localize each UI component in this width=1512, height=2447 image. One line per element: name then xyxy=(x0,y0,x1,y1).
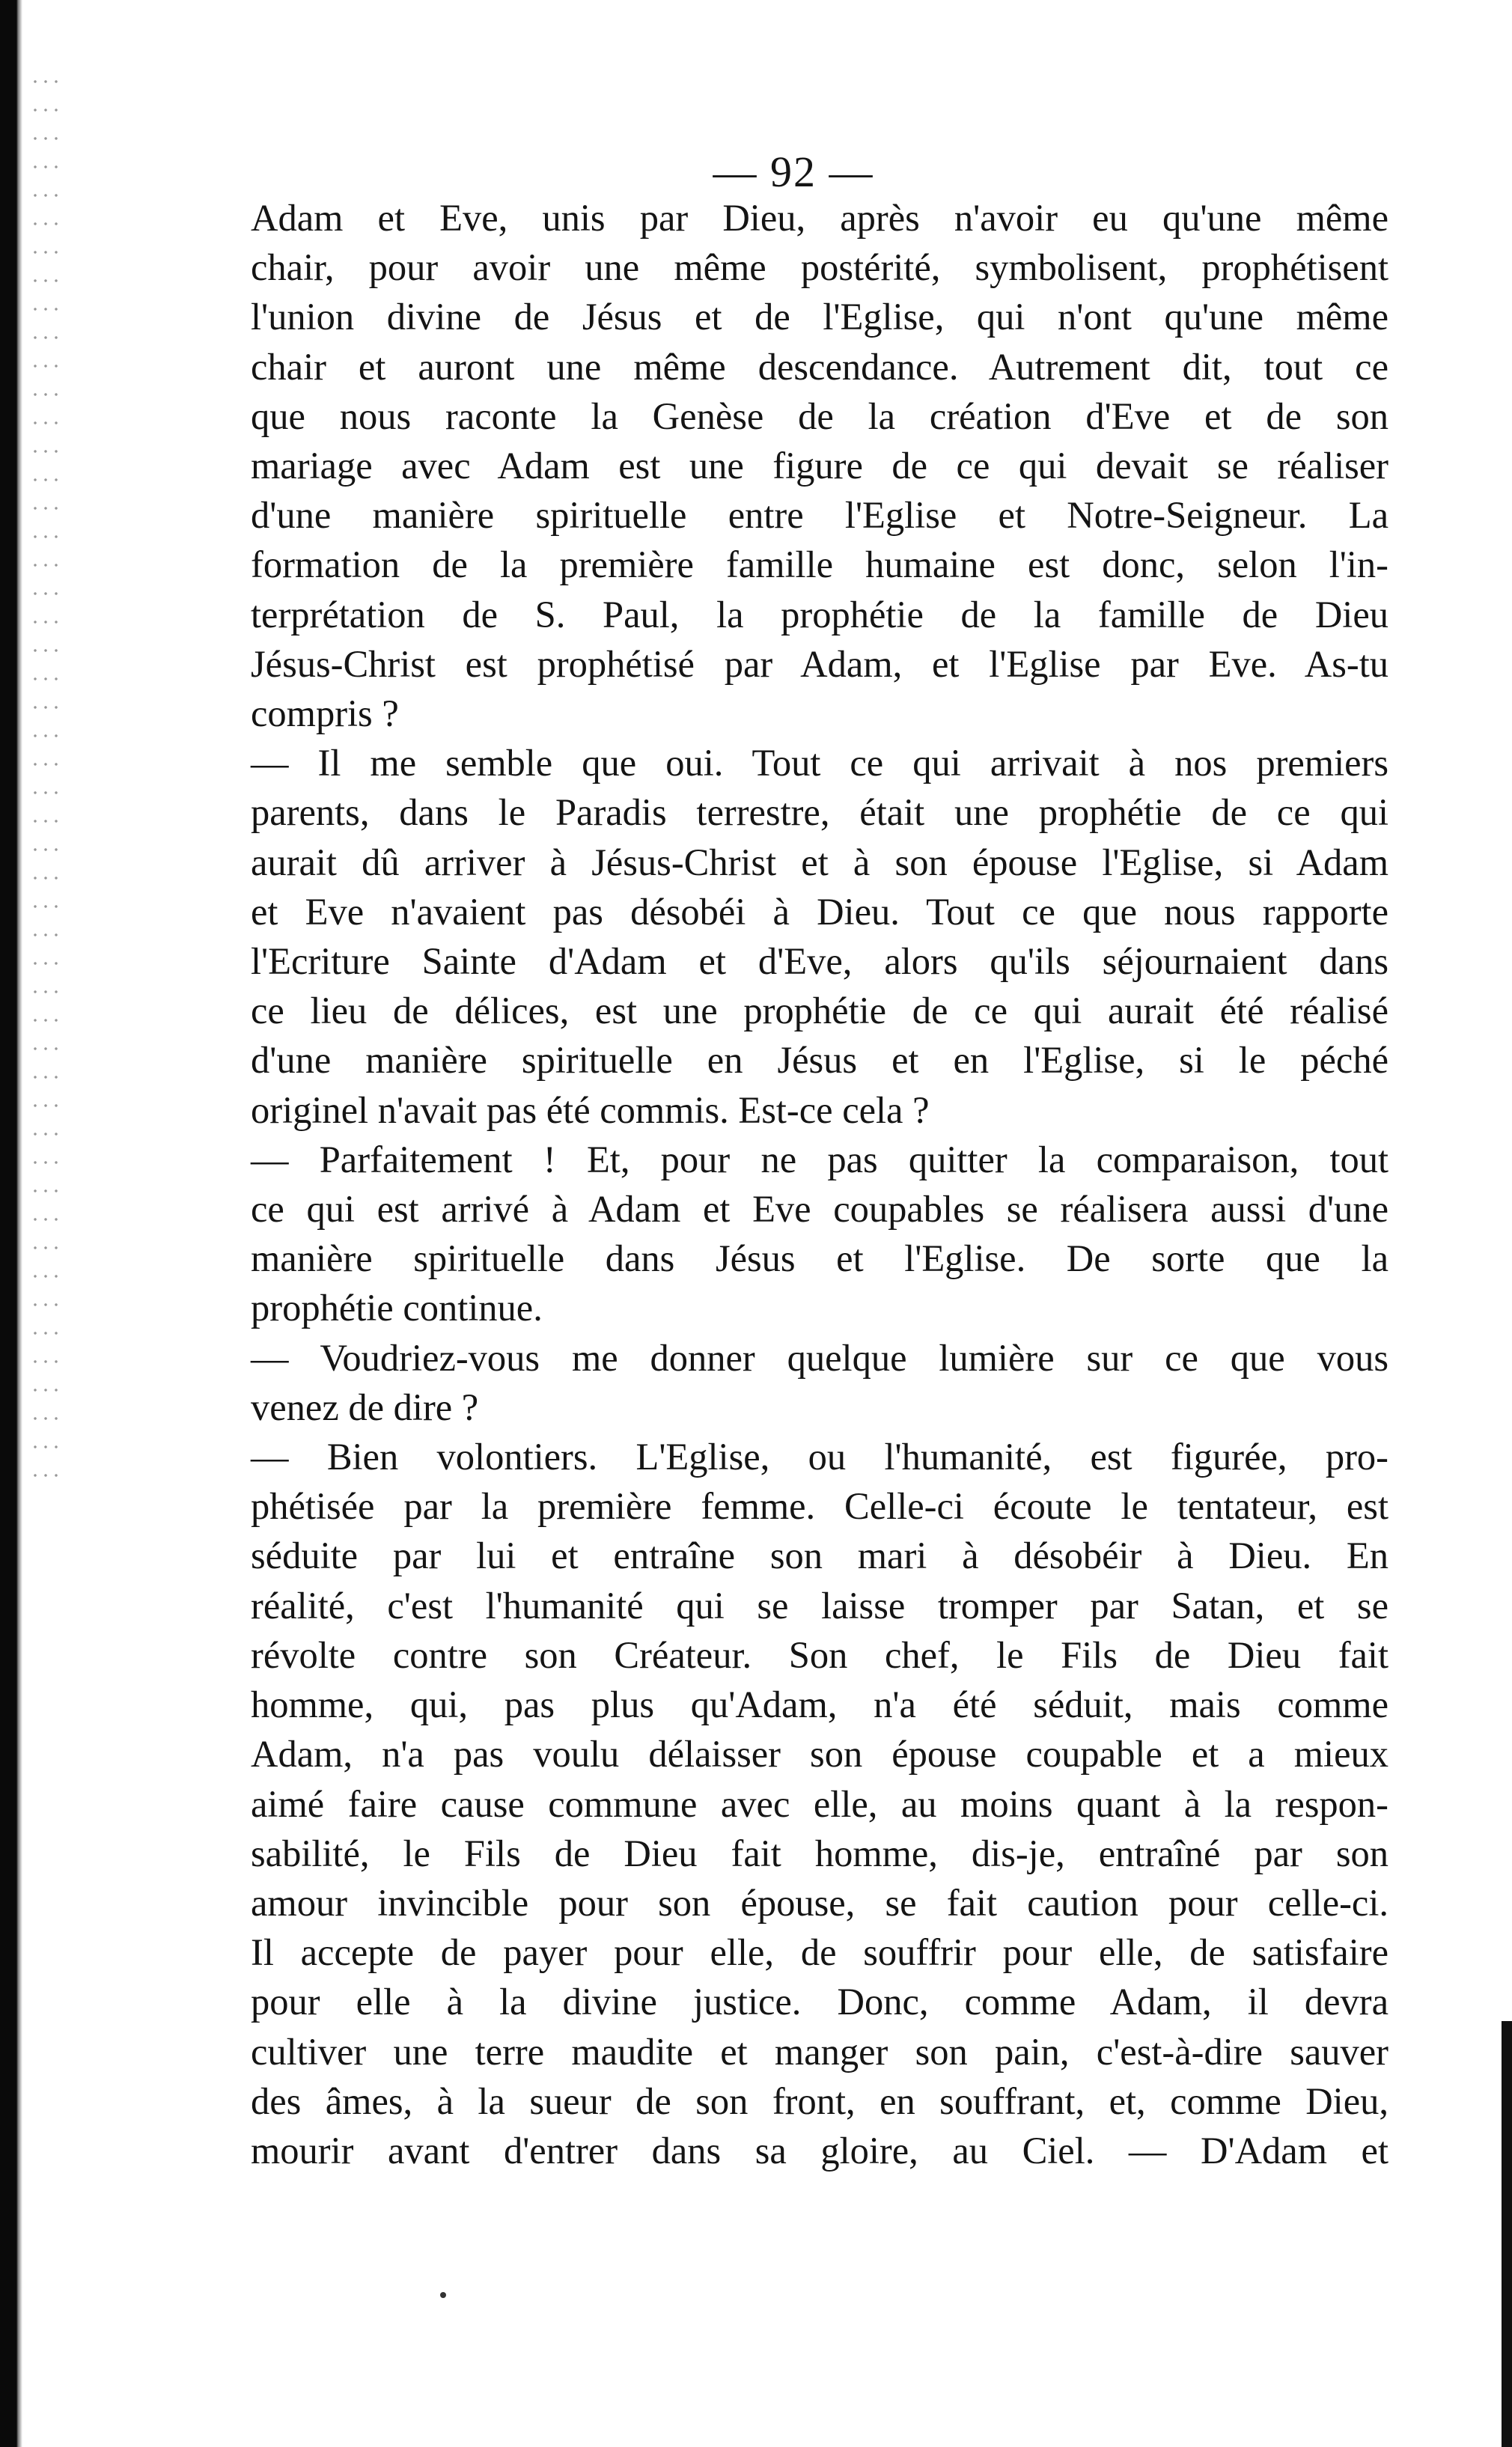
text-line: mourir avant d'entrer dans sa gloire, au Ciel. — D'Adam et xyxy=(251,2129,1388,2172)
text-line: — Parfaitement ! Et, pour ne pas quitter la comparaison, tout xyxy=(251,1138,1388,1180)
text-line: séduite par lui et entraîne son mari à désobéir à Dieu. En xyxy=(251,1535,1388,1577)
text-line: formation de la première famille humaine est donc, selon l'in- xyxy=(251,543,1388,586)
text-line: manière spirituelle dans Jésus et l'Eglise. De sorte que la xyxy=(251,1237,1388,1280)
scanned-right-edge xyxy=(1502,2021,1512,2447)
text-line: d'une manière spirituelle en Jésus et en l'Eglise, si le péché xyxy=(251,1039,1388,1082)
text-line: Jésus-Christ est prophétisé par Adam, et l'Eglise par Eve. As-tu xyxy=(251,642,1388,685)
text-line: cultiver une terre maudite et manger son pain, c'est-à-dire sauver xyxy=(251,2030,1388,2073)
text-line: que nous raconte la Genèse de la création d'Eve et de son xyxy=(251,394,1388,437)
text-line: des âmes, à la sueur de son front, en souffrant, et, comme Dieu, xyxy=(251,2079,1388,2122)
text-line: amour invincible pour son épouse, se fait caution pour celle-ci. xyxy=(251,1881,1388,1924)
ink-speck xyxy=(440,2292,446,2298)
text-line: et Eve n'avaient pas désobéi à Dieu. Tout ce que nous rapporte xyxy=(251,890,1388,933)
text-line: ce lieu de délices, est une prophétie de ce qui aurait été réalisé xyxy=(251,990,1388,1032)
text-line: — Voudriez-vous me donner quelque lumière sur ce que vous xyxy=(251,1336,1388,1379)
text-line: phétisée par la première femme. Celle-ci écoute le tentateur, est xyxy=(251,1485,1388,1528)
page-number: — 92 — xyxy=(713,147,874,196)
text-line: — Bien volontiers. L'Eglise, ou l'humanité, est figurée, pro- xyxy=(251,1436,1388,1478)
text-line: Il accepte de payer pour elle, de souffrir pour elle, de satisfaire xyxy=(251,1931,1388,1974)
text-line: compris ? xyxy=(251,692,399,735)
text-line: l'Ecriture Sainte d'Adam et d'Eve, alors qu'ils séjournaient dans xyxy=(251,940,1388,983)
text-line: aimé faire cause commune avec elle, au moins quant à la respon- xyxy=(251,1782,1388,1825)
page-body-text xyxy=(251,193,1388,2175)
text-line: chair, pour avoir une même postérité, symbolisent, prophétisent xyxy=(251,246,1388,289)
text-line: sabilité, le Fils de Dieu fait homme, dis-je, entraîné par son xyxy=(251,1832,1388,1874)
text-line: prophétie continue. xyxy=(251,1287,543,1329)
text-line: aurait dû arriver à Jésus-Christ et à son épouse l'Eglise, si Adam xyxy=(251,841,1388,883)
text-line: révolte contre son Créateur. Son chef, le Fils de Dieu fait xyxy=(251,1633,1388,1676)
text-line: pour elle à la divine justice. Donc, comme Adam, il devra xyxy=(251,1981,1388,2023)
scan-noise xyxy=(30,67,60,1490)
text-line: — Il me semble que oui. Tout ce qui arrivait à nos premiers xyxy=(251,742,1388,784)
text-line: venez de dire ? xyxy=(251,1386,479,1428)
text-line: l'union divine de Jésus et de l'Eglise, qui n'ont qu'une même xyxy=(251,296,1388,338)
text-line: ce qui est arrivé à Adam et Eve coupables se réalisera aussi d'une xyxy=(251,1188,1388,1231)
text-line: Adam, n'a pas voulu délaisser son épouse coupable et a mieux xyxy=(251,1733,1388,1776)
text-line: d'une manière spirituelle entre l'Eglise et Notre-Seigneur. La xyxy=(251,494,1388,537)
text-line: originel n'avait pas été commis. Est-ce cela ? xyxy=(251,1088,930,1131)
text-line: chair et auront une même descendance. Autrement dit, tout ce xyxy=(251,345,1388,388)
text-line: mariage avec Adam est une figure de ce qui devait se réaliser xyxy=(251,445,1388,487)
text-line: réalité, c'est l'humanité qui se laisse tromper par Satan, et se xyxy=(251,1584,1388,1627)
text-line: terprétation de S. Paul, la prophétie de la famille de Dieu xyxy=(251,593,1388,636)
text-line: parents, dans le Paradis terrestre, était une prophétie de ce qui xyxy=(251,791,1388,834)
text-line: Adam et Eve, unis par Dieu, après n'avoir eu qu'une même xyxy=(251,197,1388,239)
text-line: homme, qui, pas plus qu'Adam, n'a été séduit, mais comme xyxy=(251,1683,1388,1726)
